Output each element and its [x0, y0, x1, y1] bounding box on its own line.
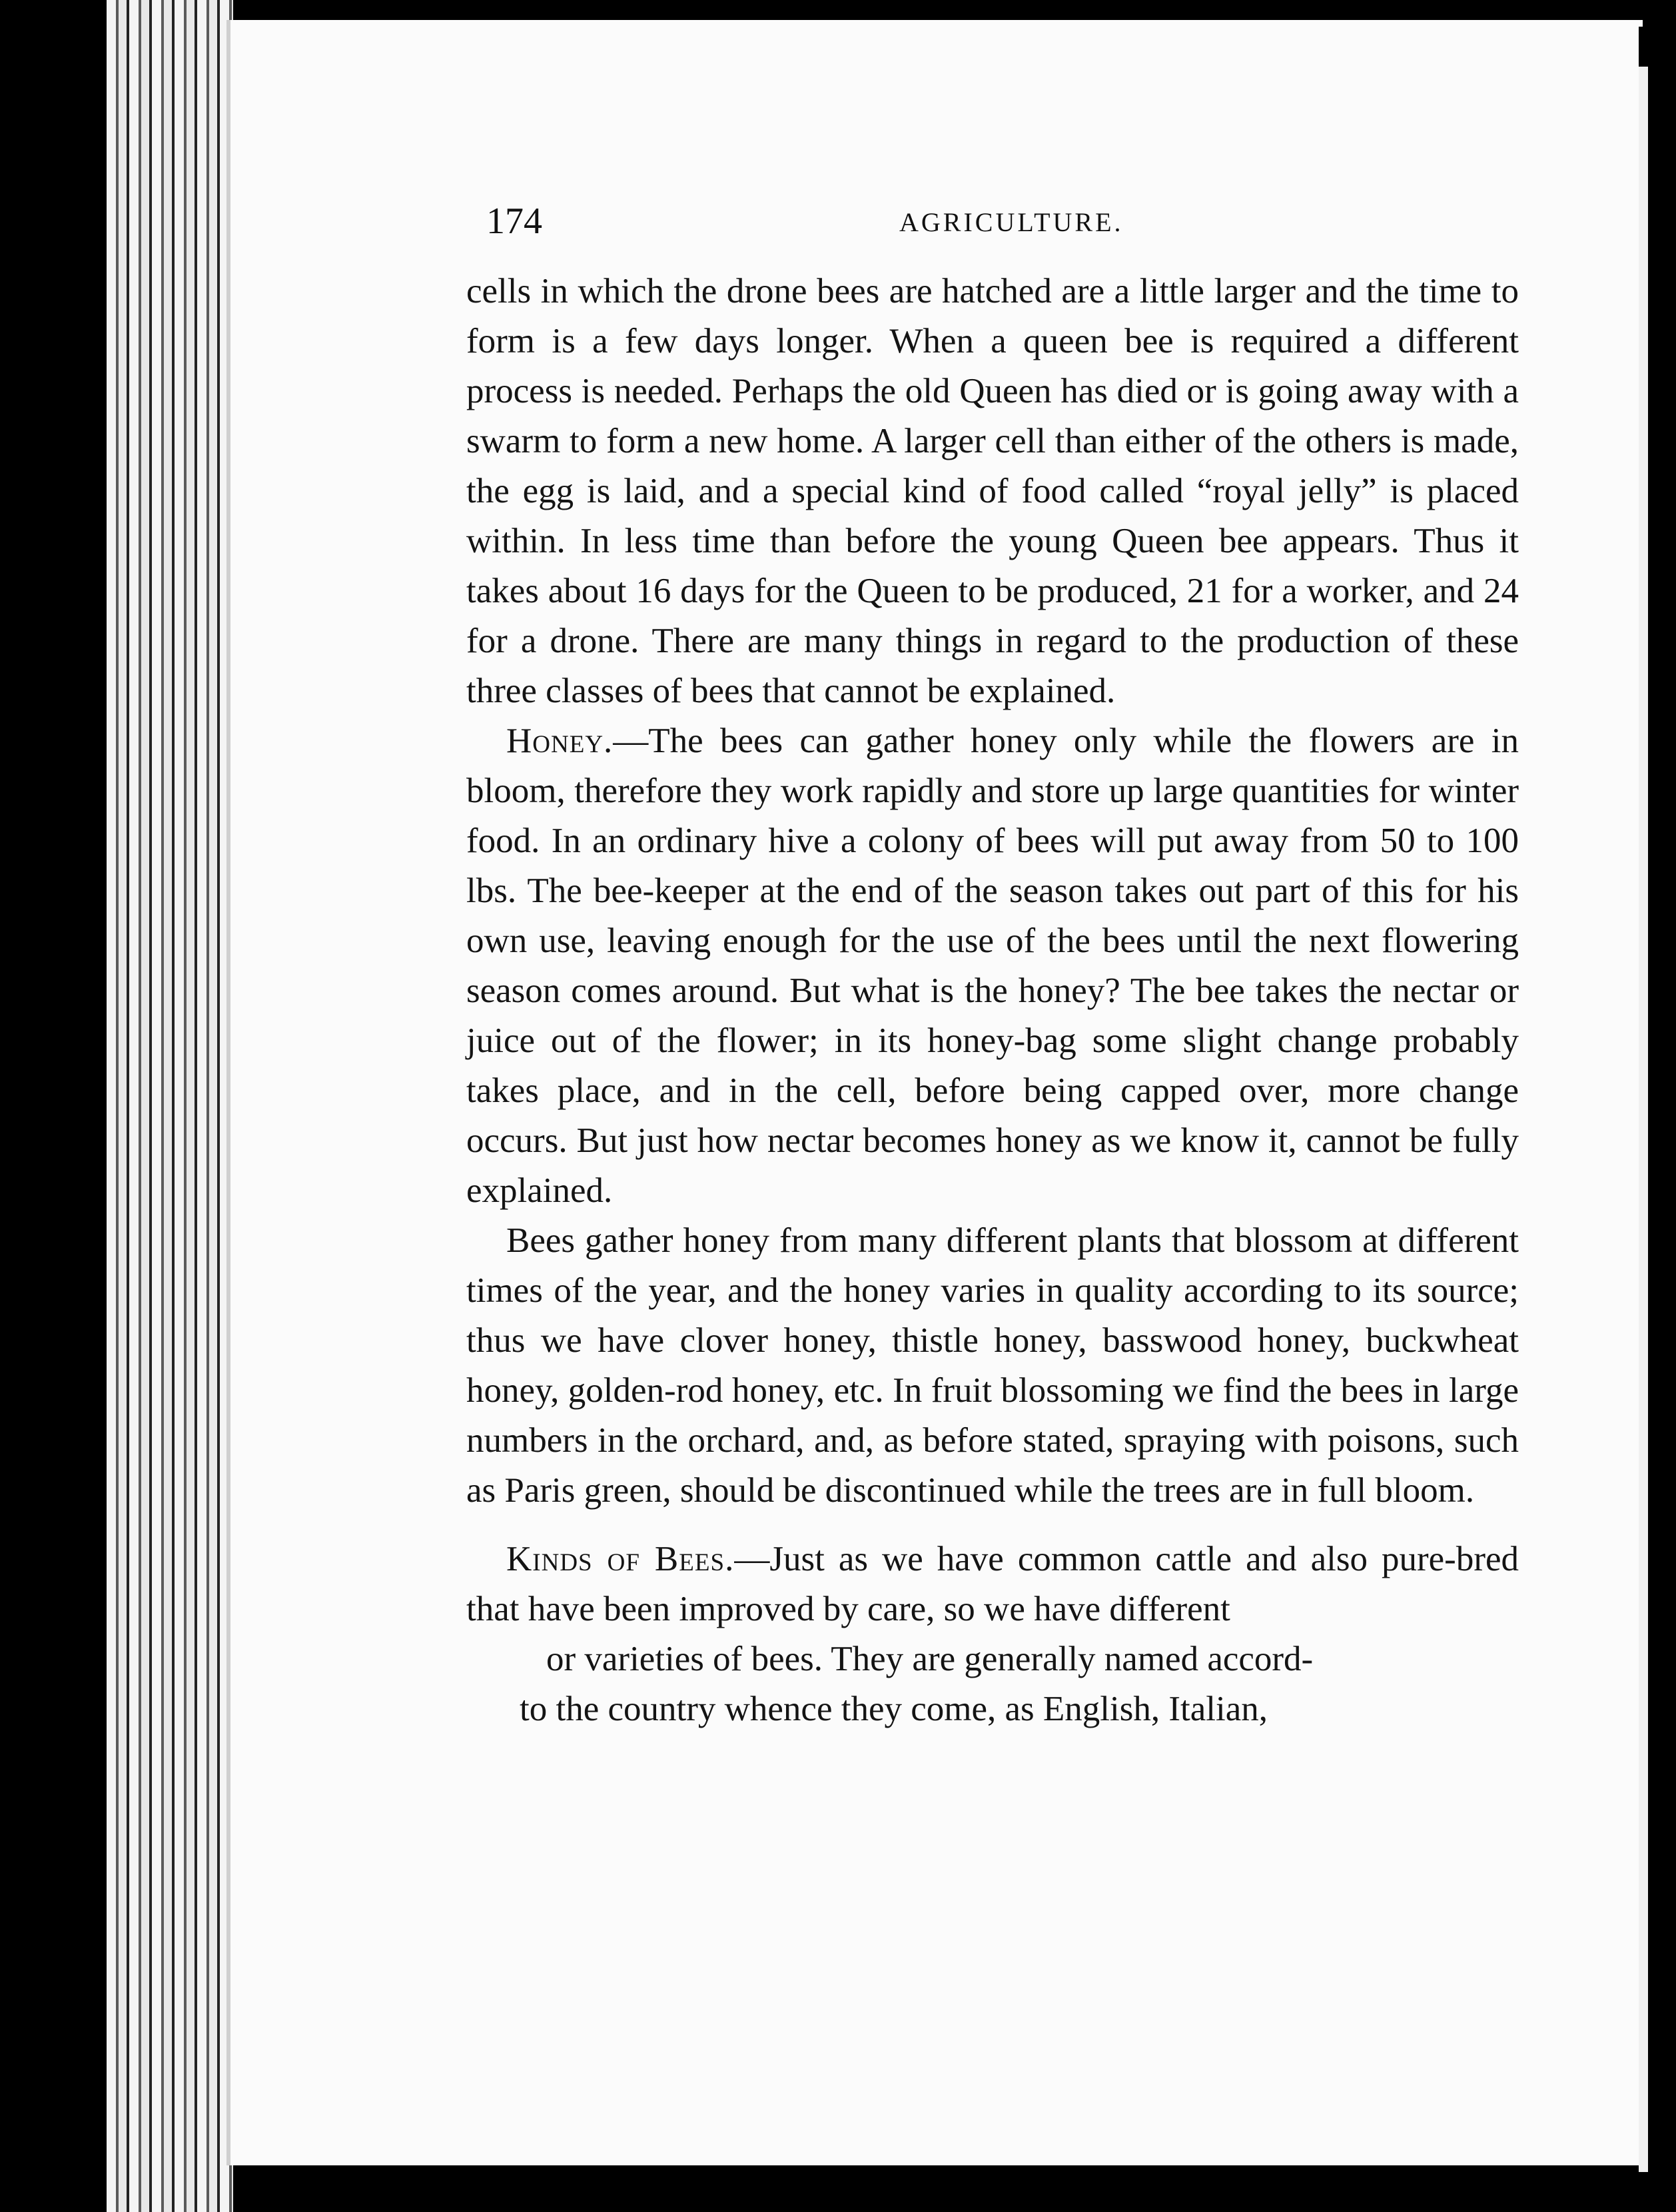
page-edges [107, 0, 233, 2212]
section-heading-honey: Honey. [506, 722, 614, 760]
paragraph-kinds-line-3 [466, 1684, 1519, 1734]
paragraph-honey [466, 716, 1519, 1216]
kinds-line-3-text: to the country whence they come, as English, Italian, [520, 1690, 1268, 1728]
paragraph-kinds-of-bees [466, 1534, 1519, 1634]
running-title: AGRICULTURE. [899, 207, 1124, 237]
paragraph-1: cells in which the drone bees are hatched are a little larger and the time to form is a few days longer. When a queen bee is required a different process is needed. Perhaps the old Queen has died or is going away with a swarm to form a new home. A larger cell than either of the others is made, the egg is laid, and a special kind of food called “royal jelly” is placed within. In less time than before the young Queen bee appears. Thus it takes about 16 days for the Queen to be produced, 21 for a worker, and 24 for a drone. There are many things in regard to the production of these three classes of bees that cannot be explained. [466, 272, 1519, 710]
running-head [486, 200, 1525, 247]
facing-page-edge [1639, 27, 1665, 2205]
paragraph-kinds-line-2 [466, 1634, 1519, 1684]
paragraph-3: Bees gather honey from many different plants that blossom at different times of the year, and the honey varies in quality according to its source; thus we have clover honey, thistle honey, basswood honey, buckwheat honey, golden-rod honey, etc. In fruit blossoming we find the bees in large numbers in the orchard, and, as before stated, spraying with poisons, such as Paris green, should be discontinued while the trees are in full bloom. [466, 1221, 1519, 1510]
body-text [466, 267, 1519, 1734]
page-number: 174 [486, 201, 542, 242]
facing-page-slice [1639, 67, 1648, 2172]
paragraph-kinds-text: —Just as we have common cattle and also pure-bred that have been improved by care, so we have different [466, 1540, 1519, 1628]
paragraph-honey-text: —The bees can gather honey only while the flowers are in bloom, therefore they work rapidly and store up large quantities for winter food. In an ordinary hive a colony of bees will put away from 50 to 100 lbs. The bee-keeper at the end of the season takes out part of this for his own use, leaving enough for the use of the bees until the next flowering season comes around. But what is the honey? The bee takes the nectar or juice out of the flower; in its honey-bag some slight change probably takes place, and in the cell, before being capped over, more change occurs. But just how nectar becomes honey as we know it, cannot be fully explained. [466, 722, 1519, 1210]
section-heading-kinds-of-bees: Kinds of Bees. [506, 1540, 735, 1578]
kinds-line-2-text: or varieties of bees. They are generally named accord- [546, 1640, 1314, 1678]
